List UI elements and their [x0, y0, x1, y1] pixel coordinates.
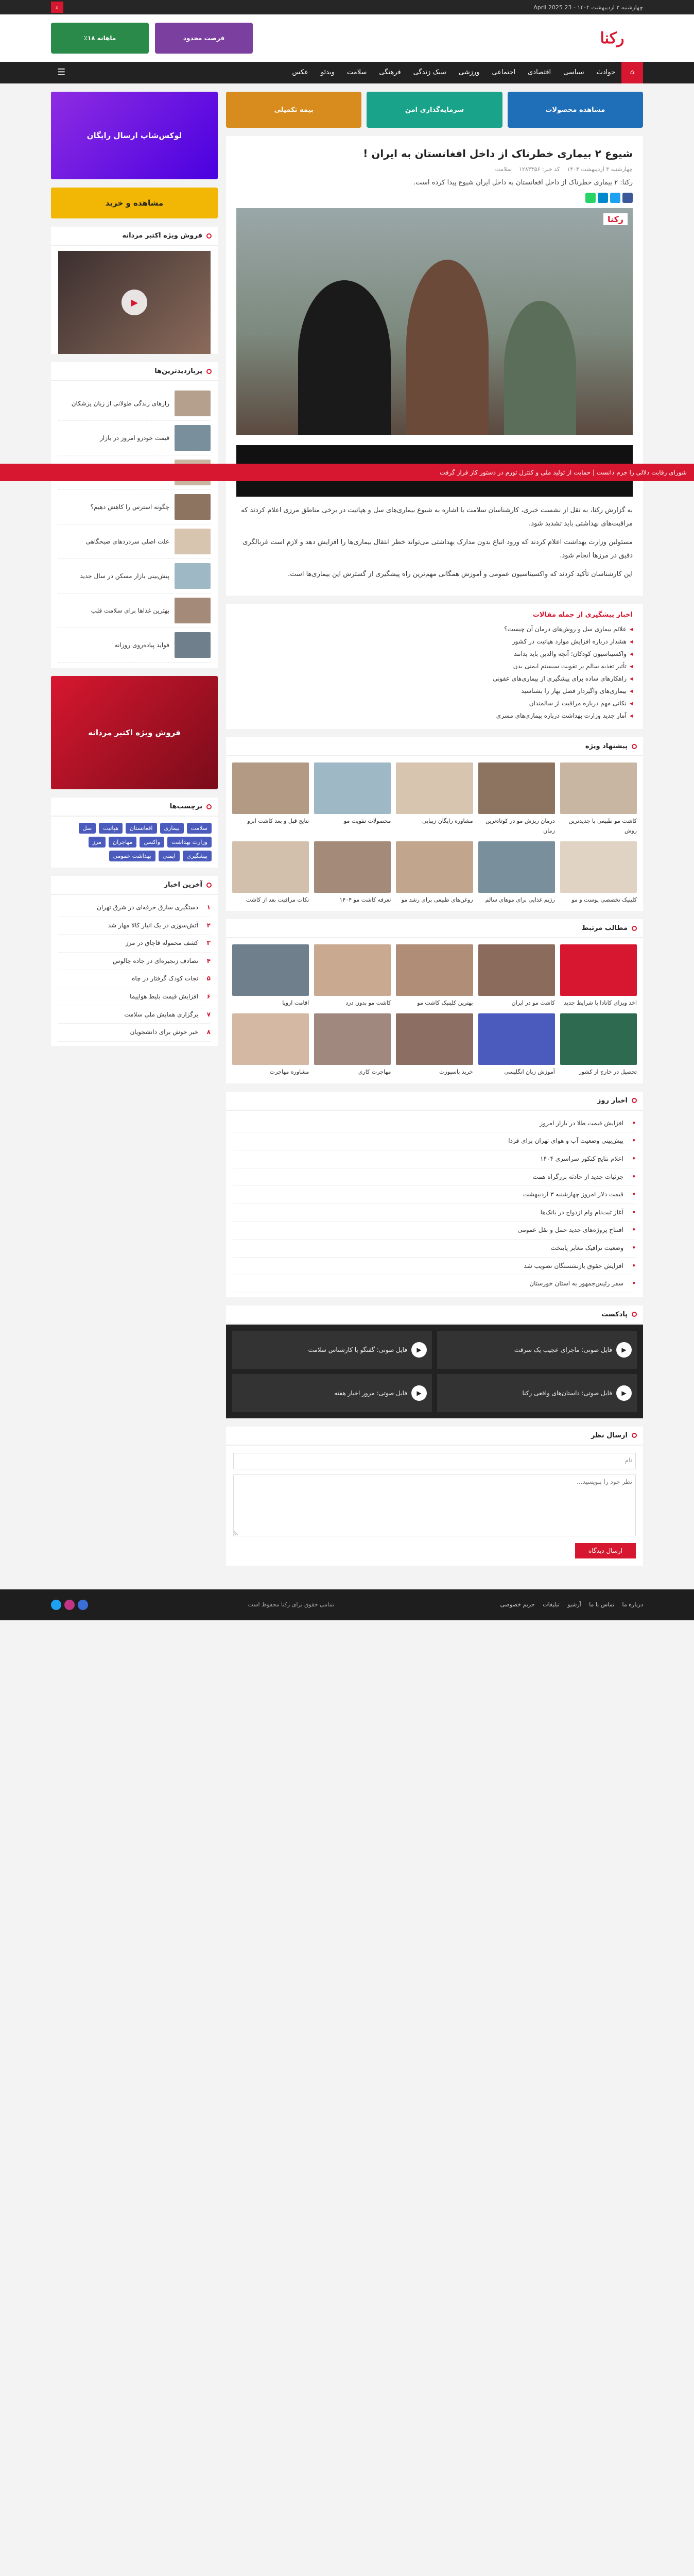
play-icon[interactable]: ▶: [616, 1385, 632, 1401]
related-link[interactable]: ◂ تأثیر تغذیه سالم بر تقویت سیستم ایمنی بدن: [236, 660, 633, 672]
nav-item[interactable]: سلامت: [347, 69, 367, 76]
footer-link[interactable]: آرشیو: [567, 1601, 581, 1608]
most-read: [51, 362, 218, 668]
section-title: ارسال نظر: [591, 1431, 628, 1439]
tag[interactable]: بهداشت عمومی: [109, 851, 155, 861]
play-icon[interactable]: ▶: [616, 1342, 632, 1358]
section-title: اخبار روز: [597, 1096, 628, 1105]
section-dot-icon: [632, 1312, 637, 1317]
article-hero-image: [236, 208, 633, 435]
list-item[interactable]: قیمت خودرو امروز در بازار: [58, 421, 211, 455]
footer-link[interactable]: تبلیغات: [543, 1601, 560, 1608]
play-icon[interactable]: ▶: [122, 290, 147, 315]
promo-tile[interactable]: تحصیل در خارج از کشور: [560, 1013, 637, 1077]
list-item[interactable]: • وضعیت ترافیک معابر پایتخت: [233, 1240, 636, 1258]
article-title: شیوع ۲ بیماری خطرناک از داخل افغانستان به ایران !: [363, 147, 633, 160]
facebook-icon[interactable]: [622, 193, 633, 203]
list-item[interactable]: چگونه استرس را کاهش دهیم؟: [58, 490, 211, 524]
related-link[interactable]: ◂ هشدار درباره افزایش موارد هپاتیت در کشور: [236, 635, 633, 648]
list-item[interactable]: ۵ نجات کودک گرفتار در چاه: [58, 970, 211, 988]
list-item[interactable]: • افتتاح پروژه‌های جدید حمل و نقل عمومی: [233, 1222, 636, 1240]
nav-item[interactable]: ورزشی: [458, 69, 480, 76]
share-buttons: [236, 193, 633, 203]
nav-item[interactable]: سبک زندگی: [413, 69, 446, 76]
promo-tile[interactable]: بهترین کلینیک کاشت مو: [396, 944, 473, 1008]
section-dot-icon: [206, 233, 212, 239]
section-title: برچسب‌ها: [169, 803, 202, 810]
tag[interactable]: وزارت بهداشت: [167, 837, 212, 848]
list-item[interactable]: ۴ تصادف زنجیره‌ای در جاده چالوس: [58, 953, 211, 971]
list-item[interactable]: • افزایش قیمت طلا در بازار امروز: [233, 1115, 636, 1133]
top-ads: [226, 92, 643, 128]
nav-item[interactable]: ویدئو: [320, 69, 335, 76]
nav-item[interactable]: حوادث: [596, 69, 615, 76]
list-item[interactable]: ۷ برگزاری همایش ملی سلامت: [58, 1006, 211, 1024]
home-icon[interactable]: ⌂: [621, 62, 643, 83]
section-dot-icon: [632, 1433, 637, 1438]
nav-item[interactable]: فرهنگی: [379, 69, 401, 76]
footer-link[interactable]: حریم خصوصی: [500, 1601, 535, 1608]
list-item[interactable]: • پیش‌بینی وضعیت آب و هوای تهران برای فردا: [233, 1132, 636, 1150]
promo-grid-b: [226, 919, 643, 1083]
article-paragraph: به گزارش رکنا، به نقل از نشست خبری، کارشناسان سلامت با اشاره به شیوع بیماری‌های سل و هپاتیت در برخی مناطق مرزی اعلام کردند که مراقبت‌های بهداشتی باید تشدید شود.: [241, 506, 633, 528]
header-ad-left[interactable]: فرصت محدود: [155, 23, 253, 54]
list-item[interactable]: ۲ آتش‌سوزی در یک انبار کالا مهار شد: [58, 917, 211, 935]
promo-tile[interactable]: مهاجرت کاری: [314, 1013, 391, 1077]
video-player[interactable]: [58, 251, 211, 354]
promo-tile[interactable]: اقامت اروپا: [232, 944, 309, 1008]
article: [226, 136, 643, 596]
nav-item[interactable]: اجتماعی: [492, 69, 516, 76]
promo-tile[interactable]: آموزش زبان انگلیسی: [478, 1013, 555, 1077]
section-title: پادکست: [601, 1310, 628, 1318]
promo-tile[interactable]: نتایج قبل و بعد کاشت ابرو: [232, 762, 309, 836]
podcast-item[interactable]: ▶ فایل صوتی: داستان‌های واقعی رکنا: [437, 1374, 637, 1412]
section-title: فروش ویژه اکتبر مردانه: [122, 232, 202, 240]
section-dot-icon: [632, 1098, 637, 1103]
tag[interactable]: واکسن: [140, 837, 164, 848]
main-nav: [0, 62, 694, 83]
menu-icon[interactable]: ☰: [57, 67, 66, 78]
article-body: [236, 504, 633, 581]
promo-tile[interactable]: نکات مراقبت بعد از کاشت: [232, 841, 309, 905]
tag[interactable]: سلامت: [187, 823, 212, 834]
nav-item[interactable]: سیاسی: [563, 69, 584, 76]
search-icon[interactable]: ⌕: [51, 2, 63, 13]
list-item[interactable]: علت اصلی سردردهای صبحگاهی: [58, 524, 211, 559]
list-item[interactable]: بهترین غذاها برای سلامت قلب: [58, 594, 211, 628]
ad-banner[interactable]: بیمه تکمیلی: [226, 92, 361, 128]
section-dot-icon: [632, 744, 637, 749]
list-item[interactable]: • جزئیات جدید از حادثه بزرگراه همت: [233, 1168, 636, 1187]
podcast-item[interactable]: ▶ فایل صوتی: مرور اخبار هفته: [232, 1374, 432, 1412]
promo-tile[interactable]: اخذ ویزای کانادا با شرایط جدید: [560, 944, 637, 1008]
list-item[interactable]: • قیمت دلار امروز چهارشنبه ۳ اردیبهشت: [233, 1186, 636, 1204]
article-meta: [236, 166, 633, 173]
section-dot-icon: [206, 804, 212, 809]
ad-banner[interactable]: مشاهده محصولات: [508, 92, 643, 128]
tag[interactable]: مهاجران: [109, 837, 136, 848]
copyright: تمامی حقوق برای رکنا محفوظ است: [248, 1601, 334, 1608]
promo-tile[interactable]: محصولات تقویت مو: [314, 762, 391, 836]
article-date: چهارشنبه ۳ اردیبهشت ۱۴۰۴: [567, 166, 633, 173]
promo-tile[interactable]: روغن‌های طبیعی برای رشد مو: [396, 841, 473, 905]
podcast-item[interactable]: ▶ فایل صوتی: ماجرای عجیب یک سرقت: [437, 1331, 637, 1369]
related-link[interactable]: ◂ بیماری‌های واگیردار فصل بهار را بشناسید: [236, 685, 633, 697]
watermark-logo: رکنا: [603, 213, 628, 225]
tag[interactable]: سل: [79, 823, 96, 834]
list-item[interactable]: ۶ افزایش قیمت بلیط هواپیما: [58, 988, 211, 1006]
sidebar-video: [51, 227, 218, 354]
article-lead: رکنا: ۲ بیماری خطرناک از داخل افغانستان به داخل ایران شیوع پیدا کرده است.: [413, 179, 633, 187]
news-ticker[interactable]: [0, 464, 694, 481]
play-icon[interactable]: ▶: [411, 1342, 427, 1358]
sidebar-ad[interactable]: فروش ویژه اکتبر مردانه: [51, 676, 218, 789]
comment-textarea[interactable]: [233, 1475, 636, 1536]
sidebar-ad[interactable]: مشاهده و خرید: [51, 188, 218, 218]
article-paragraph: مسئولین وزارت بهداشت اعلام کردند که ورود اتباع بدون مدارک بهداشتی می‌تواند خطر انتقال بیماری‌ها را افزایش دهد و لازم است غربالگری دقیق در مرزها انجام شود.: [242, 538, 633, 560]
figure-shape: [504, 301, 576, 435]
related-articles: [226, 604, 643, 729]
list-item[interactable]: • اعلام نتایج کنکور سراسری ۱۴۰۴: [233, 1150, 636, 1168]
name-field[interactable]: نام: [233, 1453, 636, 1469]
list-item[interactable]: ۸ خبر خوش برای دانشجویان: [58, 1024, 211, 1042]
list-item[interactable]: • افزایش حقوق بازنشستگان تصویب شد: [233, 1258, 636, 1276]
twitter-icon[interactable]: [51, 1600, 61, 1610]
section-dot-icon: [206, 883, 212, 888]
podcast-item[interactable]: ▶ فایل صوتی: گفتگو با کارشناس سلامت: [232, 1331, 432, 1369]
comment-section: [226, 1427, 643, 1566]
sidebar: [51, 92, 218, 1054]
tag[interactable]: پیشگیری: [183, 851, 212, 861]
promo-tile[interactable]: خرید پاسپورت: [396, 1013, 473, 1077]
list-item[interactable]: پیش‌بینی بازار مسکن در سال جدید: [58, 559, 211, 594]
footer-link[interactable]: تماس با ما: [589, 1601, 615, 1608]
header-ad-right[interactable]: ماهانه ۱۸٪: [51, 23, 149, 54]
promo-tile[interactable]: مشاوره رایگان زیبایی: [396, 762, 473, 836]
site-footer: [0, 1589, 694, 1620]
promo-grid-a: [226, 737, 643, 911]
related-link[interactable]: ◂ واکسیناسیون کودکان؛ آنچه والدین باید بدانند: [236, 648, 633, 660]
related-link[interactable]: ◂ علائم بیماری سل و روش‌های درمان آن چیست؟: [236, 623, 633, 635]
figure-shape: [406, 260, 489, 435]
whatsapp-icon[interactable]: [585, 193, 596, 203]
list-item[interactable]: ۱ دستگیری سارق حرفه‌ای در شرق تهران: [58, 899, 211, 917]
main-column: [226, 92, 643, 1574]
related-link[interactable]: ◂ آمار جدید وزارت بهداشت درباره بیماری‌های مسری: [236, 709, 633, 722]
section-dot-icon: [632, 926, 637, 931]
tag[interactable]: ایمنی: [159, 851, 180, 861]
nav-item[interactable]: اقتصادی: [528, 69, 551, 76]
tag[interactable]: مرز: [89, 837, 106, 848]
top-bar: [0, 0, 694, 14]
list-item[interactable]: رازهای زندگی طولانی از زبان پزشکان: [58, 386, 211, 421]
article-code: کد خبر: ۱۲۸۳۴۵۶: [519, 166, 560, 173]
promo-tile[interactable]: درمان ریزش مو در کوتاه‌ترین زمان: [478, 762, 555, 836]
latest-news: [226, 1092, 643, 1297]
podcast-section: [226, 1306, 643, 1418]
sidebar-ad[interactable]: لوکس‌شاپ ارسال رایگان: [51, 92, 218, 179]
tag[interactable]: هپاتیت: [99, 823, 123, 834]
section-title: مطالب مرتبط: [581, 924, 628, 933]
article-paragraph: این کارشناسان تأکید کردند که واکسیناسیون عمومی و آموزش همگانی مهم‌ترین راه پیشگیری از گسترش این بیماری‌ها است.: [288, 570, 633, 579]
twitter-icon[interactable]: [610, 193, 620, 203]
list-item[interactable]: ۳ کشف محموله قاچاق در مرز: [58, 935, 211, 953]
tag[interactable]: بیماری: [160, 823, 184, 834]
site-header: [0, 14, 694, 62]
related-title: اخبار پیشگیری از جمله مقالات: [532, 611, 633, 619]
promo-tile[interactable]: رژیم غذایی برای موهای سالم: [478, 841, 555, 905]
figure-shape: [298, 280, 391, 435]
related-link[interactable]: ◂ راهکارهای ساده برای پیشگیری از بیماری‌های عفونی: [236, 672, 633, 685]
article-section[interactable]: سلامت: [495, 166, 512, 173]
section-title: پیشنهاد ویژه: [585, 742, 628, 751]
ticker-text: شورای رقابت دلالی را جرم دانست | حمایت از تولید ملی و کنترل تورم در دستور کار قرار گرفت: [439, 469, 687, 476]
play-icon[interactable]: ▶: [411, 1385, 427, 1401]
send-comment-button[interactable]: ارسال دیدگاه: [575, 1543, 636, 1558]
nav-item[interactable]: عکس: [292, 69, 308, 76]
promo-tile[interactable]: تعرفه کاشت مو ۱۴۰۴: [314, 841, 391, 905]
list-item[interactable]: • سفر رئیس‌جمهور به استان خوزستان: [233, 1275, 636, 1293]
promo-tile[interactable]: کاشت مو طبیعی با جدیدترین روش: [560, 762, 637, 836]
promo-tile[interactable]: مشاوره مهاجرت: [232, 1013, 309, 1077]
promo-tile[interactable]: کاشت مو بدون درد: [314, 944, 391, 1008]
tag[interactable]: افغانستان: [126, 823, 157, 834]
current-date: چهارشنبه ۳ اردیبهشت ۱۴۰۴ - 23 April 2025: [533, 4, 643, 11]
related-link[interactable]: ◂ نکاتی مهم درباره مراقبت از سالمندان: [236, 697, 633, 709]
section-dot-icon: [206, 369, 212, 374]
site-logo[interactable]: رکنا: [581, 26, 643, 50]
ad-banner[interactable]: سرمایه‌گذاری امن: [367, 92, 502, 128]
telegram-icon[interactable]: [598, 193, 608, 203]
list-item[interactable]: فواید پیاده‌روی روزانه: [58, 628, 211, 663]
promo-tile[interactable]: کلینیک تخصصی پوست و مو: [560, 841, 637, 905]
social-links: [51, 1600, 88, 1610]
instagram-icon[interactable]: [64, 1600, 75, 1610]
list-item[interactable]: • آغاز ثبت‌نام وام ازدواج در بانک‌ها: [233, 1204, 636, 1222]
promo-tile[interactable]: کاشت مو در ایران: [478, 944, 555, 1008]
tags-box: [51, 798, 218, 868]
footer-links: [494, 1601, 643, 1608]
section-title: پربازدیدترین‌ها: [154, 367, 202, 375]
sidebar-news: [51, 876, 218, 1046]
telegram-icon[interactable]: [78, 1600, 88, 1610]
footer-link[interactable]: درباره ما: [622, 1601, 643, 1608]
section-title: آخرین اخبار: [164, 881, 202, 889]
